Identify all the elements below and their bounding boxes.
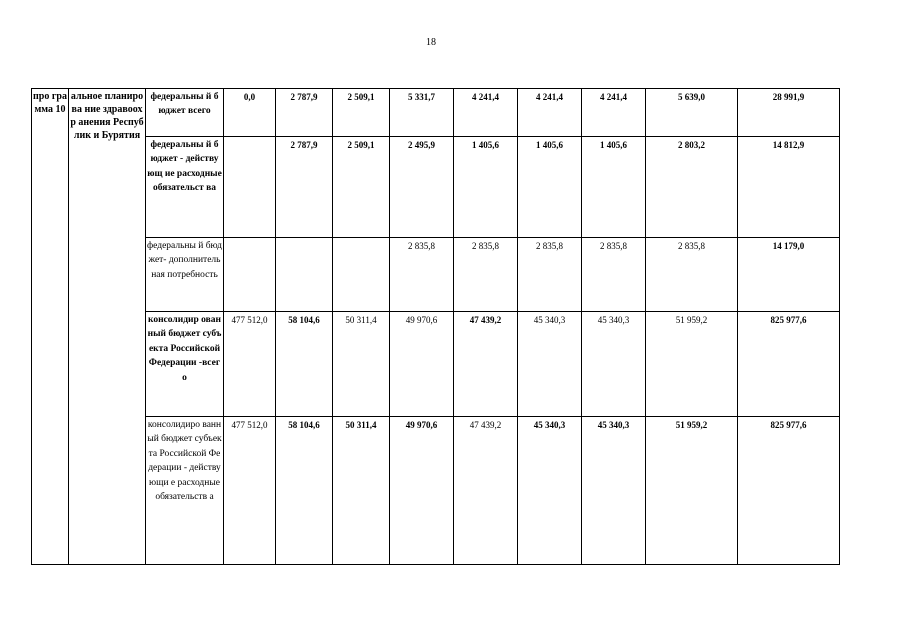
value-cell: 825 977,6: [738, 312, 840, 417]
source-cell: консолидиро ванный бюджет субъекта Российской Федерации - действующи е расходные обязательств а: [146, 417, 224, 565]
value-cell: 14 179,0: [738, 238, 840, 312]
page-number: 18: [426, 37, 436, 48]
table-row: [32, 238, 840, 312]
value-cell: 50 311,4: [333, 312, 390, 417]
table-row: [32, 89, 840, 137]
value-cell: 2 835,8: [582, 238, 646, 312]
value-cell: 45 340,3: [518, 417, 582, 565]
value-cell: 1 405,6: [582, 137, 646, 238]
budget-table-body: [32, 89, 840, 565]
table-row: [32, 137, 840, 238]
source-cell: федеральны й бюджет - действующ ие расходные обязательст ва: [146, 137, 224, 238]
value-cell: 4 241,4: [454, 89, 518, 137]
program-cell: про гра мма 10: [32, 89, 69, 565]
table-row: [32, 417, 840, 565]
value-cell: 5 331,7: [390, 89, 454, 137]
value-cell: 2 495,9: [390, 137, 454, 238]
value-cell: 50 311,4: [333, 417, 390, 565]
budget-table: [31, 88, 840, 565]
value-cell: [276, 238, 333, 312]
value-cell: 825 977,6: [738, 417, 840, 565]
value-cell: 1 405,6: [454, 137, 518, 238]
value-cell: 49 970,6: [390, 417, 454, 565]
value-cell: 2 835,8: [454, 238, 518, 312]
value-cell: 0,0: [224, 89, 276, 137]
value-cell: 2 787,9: [276, 89, 333, 137]
value-cell: 47 439,2: [454, 417, 518, 565]
subprogram-cell: альное планирова ние здравоохр анения Республик и Бурятия: [69, 89, 146, 565]
value-cell: 477 512,0: [224, 417, 276, 565]
value-cell: 49 970,6: [390, 312, 454, 417]
value-cell: 477 512,0: [224, 312, 276, 417]
value-cell: [224, 137, 276, 238]
value-cell: 28 991,9: [738, 89, 840, 137]
value-cell: 45 340,3: [518, 312, 582, 417]
value-cell: 2 787,9: [276, 137, 333, 238]
value-cell: 2 835,8: [646, 238, 738, 312]
value-cell: 4 241,4: [518, 89, 582, 137]
value-cell: 2 803,2: [646, 137, 738, 238]
value-cell: 47 439,2: [454, 312, 518, 417]
value-cell: 51 959,2: [646, 417, 738, 565]
value-cell: 58 104,6: [276, 312, 333, 417]
value-cell: 58 104,6: [276, 417, 333, 565]
source-cell: консолидир ованный бюджет субъекта Российской Федерации -всего: [146, 312, 224, 417]
value-cell: 1 405,6: [518, 137, 582, 238]
value-cell: [224, 238, 276, 312]
value-cell: 2 835,8: [518, 238, 582, 312]
value-cell: [333, 238, 390, 312]
value-cell: 2 509,1: [333, 89, 390, 137]
table-row: [32, 312, 840, 417]
value-cell: 2 509,1: [333, 137, 390, 238]
value-cell: 5 639,0: [646, 89, 738, 137]
value-cell: 45 340,3: [582, 417, 646, 565]
source-cell: федеральны й бюджет- дополнитель ная потребность: [146, 238, 224, 312]
value-cell: 45 340,3: [582, 312, 646, 417]
source-cell: федеральны й бюджет всего: [146, 89, 224, 137]
value-cell: 2 835,8: [390, 238, 454, 312]
value-cell: 4 241,4: [582, 89, 646, 137]
value-cell: 51 959,2: [646, 312, 738, 417]
value-cell: 14 812,9: [738, 137, 840, 238]
